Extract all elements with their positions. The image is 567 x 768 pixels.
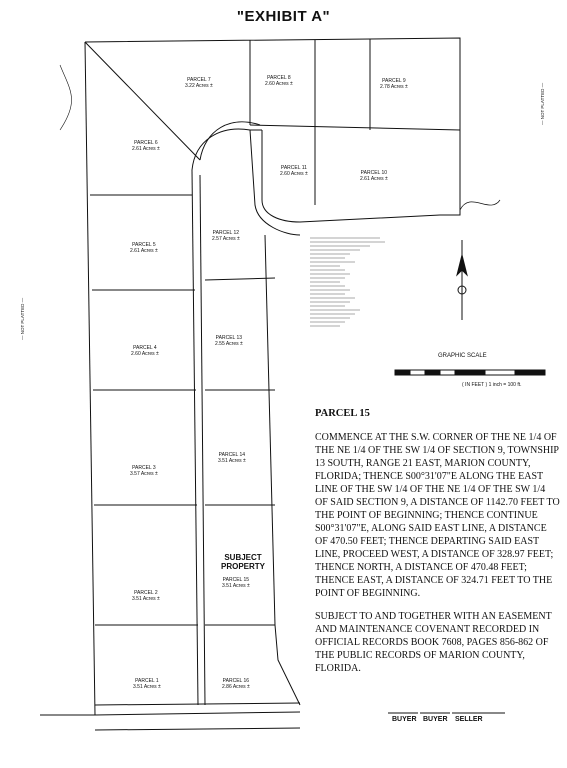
buyer-signature-label: BUYER xyxy=(392,716,417,723)
boundary-line xyxy=(85,38,460,215)
legal-heading: PARCEL 15 xyxy=(315,408,370,419)
subject-property-label: SUBJECT PROPERTY xyxy=(220,553,265,571)
parcel-label: PARCEL 7 3.22 Acres ± xyxy=(185,77,213,89)
not-platted-label: — NOT PLATTED — xyxy=(20,297,25,340)
legend-block xyxy=(310,238,385,326)
lot-line xyxy=(95,728,300,730)
parcel-label: PARCEL 5 2.61 Acres ± xyxy=(130,242,158,254)
parcel-label: PARCEL 9 2.78 Acres ± xyxy=(380,78,408,90)
parcel-label: PARCEL 8 2.60 Acres ± xyxy=(265,75,293,87)
parcel-label: PARCEL 1 3.51 Acres ± xyxy=(133,678,161,690)
buyer-signature-label: BUYER xyxy=(423,716,448,723)
lot-line xyxy=(250,125,460,130)
exhibit-title: "EXHIBIT A" xyxy=(236,8,331,25)
easement-text: SUBJECT TO AND TOGETHER WITH AN EASEMENT AND MAINTENANCE COVENANT RECORDED IN OFFICIAL RECORDS BOOK 7608, PAGES 856-862 OF THE PUBLIC RECORDS OF MARION COUNTY, FLORIDA. xyxy=(315,611,552,674)
graphic-scale-bar xyxy=(395,370,545,375)
boundary-line xyxy=(85,42,95,715)
parcel-label: PARCEL 16 2.86 Acres ± xyxy=(222,678,250,690)
parcel-label: PARCEL 4 2.60 Acres ± xyxy=(131,345,159,357)
boundary-line xyxy=(95,712,300,715)
legal-description-text: COMMENCE AT THE S.W. CORNER OF THE NE 1/4 OF THE NE 1/4 OF THE SW 1/4 OF SECTION 9, TOWNSHIP 13 SOUTH, RANGE 21 EAST, MARION COUNTY, FLORIDA; THENCE S00°31'07"E ALONG THE EAST LINE OF THE SW 1/4 OF THE NE 1/4 OF THE SW 1/4 OF SAID SECTION 9, A DISTANCE OF 1142.70 FEET TO THE POINT OF BEGINNING; THENCE CONTINUE S00°31'07"E, ALONG SAID EAST LINE, A DISTANCE OF 470.50 FEET; THENCE DEPARTING SAID EAST LINE, PROCEED WEST, A DISTANCE OF 328.97 FEET; THENCE NORTH, A DISTANCE OF 470.48 FEET; THENCE EAST, A DISTANCE OF 324.71 FEET TO THE POINT OF BEGINNING. xyxy=(315,432,560,599)
drainage-curve xyxy=(460,200,500,210)
parcel-label: PARCEL 13 2.55 Acres ± xyxy=(215,335,243,347)
road-curve xyxy=(250,130,300,235)
parcel-label: PARCEL 3 3.57 Acres ± xyxy=(130,465,158,477)
tree-line xyxy=(60,65,72,130)
parcel-label: PARCEL 15 3.51 Acres ± xyxy=(222,577,250,589)
graphic-scale-units: ( IN FEET ) 1 inch = 100 ft. xyxy=(462,382,522,388)
graphic-scale-label: GRAPHIC SCALE xyxy=(438,353,487,359)
not-platted-label: — NOT PLATTED — xyxy=(540,82,545,125)
parcel-label: PARCEL 2 3.51 Acres ± xyxy=(132,590,160,602)
seller-signature-label: SELLER xyxy=(455,716,483,723)
parcel-label: PARCEL 14 3.51 Acres ± xyxy=(218,452,246,464)
parcel-label: PARCEL 10 2.61 Acres ± xyxy=(360,170,388,182)
lot-line xyxy=(205,278,275,280)
legal-description xyxy=(315,408,560,685)
lot-line xyxy=(275,625,300,705)
parcel-label: PARCEL 6 2.61 Acres ± xyxy=(132,140,160,152)
parcel-label: PARCEL 12 2.57 Acres ± xyxy=(212,230,240,242)
north-arrow xyxy=(457,240,467,320)
road-edge xyxy=(200,175,205,705)
parcel-label: PARCEL 11 2.60 Acres ± xyxy=(280,165,308,177)
